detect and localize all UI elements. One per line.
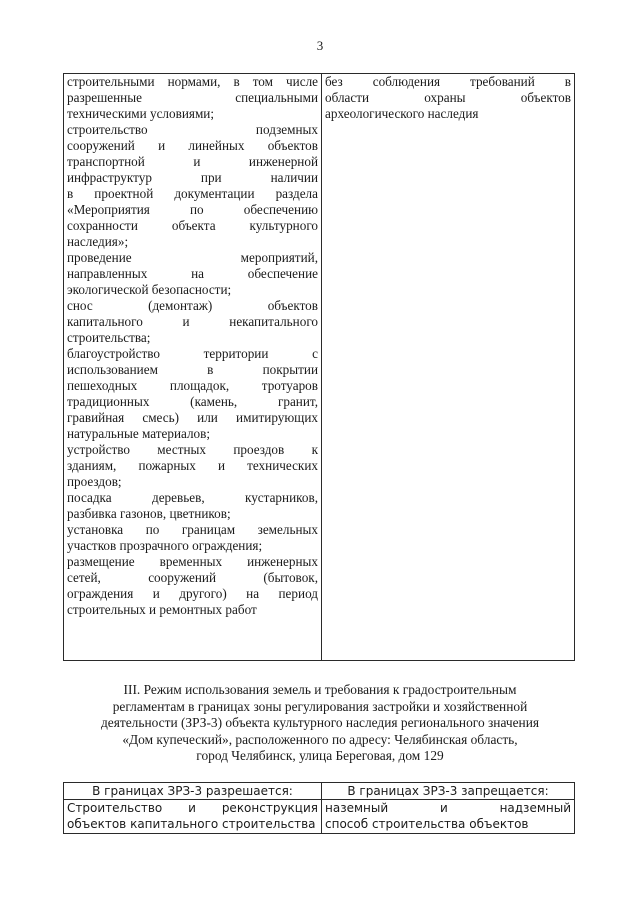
regulations-table-continued (63, 73, 575, 661)
table-row (64, 800, 575, 834)
text-line: капитального и некапитального (67, 314, 318, 329)
text-line: зданиям, пожарных и технических (67, 458, 318, 473)
forbidden-column-header: В границах ЗРЗ-3 запрещается: (322, 783, 575, 800)
allowed-activities-cell (64, 74, 322, 661)
text-line: гравийная смесь) или имитирующих (67, 410, 318, 425)
page-number: 3 (316, 38, 324, 53)
text-line: способ строительства объектов (325, 817, 529, 831)
text-line: проездов; (67, 474, 122, 489)
text-line: «Мероприятия по обеспечению (67, 202, 318, 217)
heading-line: город Челябинск, улица Береговая, дом 129 (196, 748, 444, 763)
text-line: строительство подземных (67, 122, 318, 137)
text-line: объектов капитального строительства (67, 817, 316, 831)
conditions-cell (322, 74, 575, 661)
text-line: наследия»; (67, 234, 129, 249)
text-line: техническими условиями; (67, 106, 215, 121)
text-line: строительства; (67, 330, 151, 345)
text-line: области охраны объектов (325, 90, 571, 105)
text-line: размещение временных инженерных (67, 554, 318, 569)
text-line: транспортной и инженерной (67, 154, 318, 169)
text-line: установка по границам земельных (67, 522, 318, 537)
section-heading (70, 682, 570, 765)
text-line: участков прозрачного ограждения; (67, 538, 263, 553)
heading-line: деятельности (ЗРЗ-3) объекта культурного наследия регионального значения (100, 715, 540, 730)
text-line: традиционных (камень, гранит, (67, 394, 318, 409)
text-line: экологической безопасности; (67, 282, 232, 297)
text-line: Строительство и реконструкция (67, 801, 318, 815)
text-line: строительных и ремонтных работ (67, 602, 257, 617)
text-line: натуральные материалов; (67, 426, 211, 441)
zrz3-regulations-table (63, 782, 575, 834)
text-line: сооружений и линейных объектов (67, 138, 318, 153)
heading-line: III. Режим использования земель и требования к градостроительным (123, 682, 517, 697)
text-line: разрешенные специальными (67, 90, 318, 105)
text-line: устройство местных проездов к (67, 442, 318, 457)
text-line: сетей, сооружений (бытовок, (67, 570, 318, 585)
text-line: наземный и надземный (325, 801, 571, 815)
heading-line: «Дом купеческий», расположенного по адресу: Челябинская область, (122, 731, 518, 747)
text-line: без соблюдения требований в (325, 74, 571, 89)
text-line: археологического наследия (325, 106, 479, 121)
text-line: посадка деревьев, кустарников, (67, 490, 318, 505)
text-line: разбивка газонов, цветников; (67, 506, 231, 521)
text-line: инфраструктур при наличии (67, 170, 318, 185)
table-row (64, 74, 575, 661)
allowed-column-header: В границах ЗРЗ-3 разрешается: (64, 783, 322, 800)
text-line: проведение мероприятий, (67, 250, 318, 265)
text-line: использованием в покрытии (67, 362, 318, 377)
text-line: ограждения и другого) на период (67, 586, 318, 601)
allowed-cell (64, 800, 322, 834)
heading-line: регламентам в границах зоны регулирования застройки и хозяйственной (112, 698, 528, 714)
forbidden-cell (322, 800, 575, 834)
text-line: сохранности объекта культурного (67, 218, 318, 233)
text-line: направленных на обеспечение (67, 266, 318, 281)
text-line: снос (демонтаж) объектов (67, 298, 318, 313)
table-header-row (64, 783, 575, 800)
text-line: в проектной документации раздела (67, 186, 318, 201)
text-line: пешеходных площадок, тротуаров (67, 378, 318, 393)
text-line: строительными нормами, в том числе (67, 74, 318, 89)
text-line: благоустройство территории с (67, 346, 318, 361)
